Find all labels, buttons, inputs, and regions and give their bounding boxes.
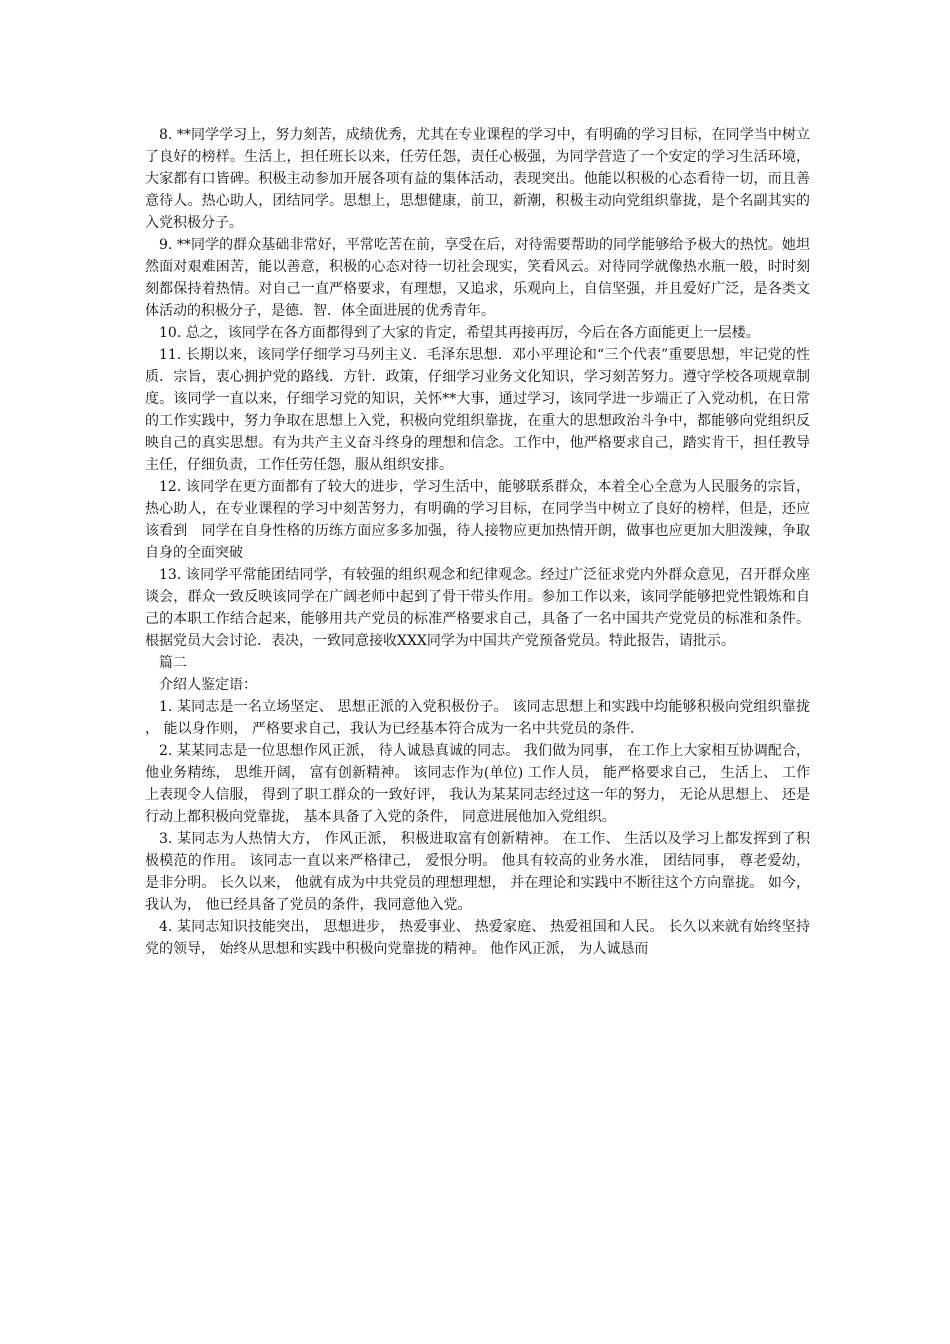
paragraph-11: 11. 长期以来，该同学仔细学习马列主义．毛泽东思想．邓小平理论和“三个代表”重要思想，牢记党的性质．宗旨，衷心拥护党的路线．方针．政策，仔细学习业务文化知识，学习刻苦努力。遵守学校各项规章制度。该同学一直以来，仔细学习党的知识，关怀**大事，通过学习，该同学进一步端正了入党动机，在日常的工作实践中，努力争取在思想上入党，积极向党组织靠拢，在重大的思想政治斗争中，都能够向党组织反映自己的真实思想。有为共产主义奋斗终身的理想和信念。工作中，他严格要求自己，踏实肯干，担任教导主任，仔细负责，工作任劳任怨，服从组织安排。	[145, 347, 810, 473]
document-page	[145, 124, 810, 960]
paragraph-9: 9. **同学的群众基础非常好，平常吃苦在前，享受在后，对待需要帮助的同学能够给予极大的热忱。她坦然面对艰难困苦，能以善意，积极的心态对待一切社会现实，笑看风云。对待同学就像热水瓶一般，时时刻刻都保持着热情。对自己一直严格要求，有理想，又追求，乐观向上，自信坚强，并且爱好广泛，是各类文体活动的积极分子，是德．智．体全面进展的优秀青年。	[145, 237, 810, 319]
section-subtitle: 介绍人鉴定语：	[159, 677, 257, 693]
paragraph-10: 10. 总之，该同学在各方面都得到了大家的肯定，希望其再接再厉，今后在各方面能更上一层楼。	[159, 325, 760, 341]
evaluation-2: 2. 某某同志是一位思想作风正派， 待人诚恳真诚的同志。 我们做为同事， 在工作上大家相互协调配合， 他业务精练， 思维开阔， 富有创新精神。 该同志作为(单位) 工作人员， 能严格要求自己， 生活上、 工作上表现令人信服， 得到了职工群众的一致好评， 我认为某某同志经过这一年的努力， 无论从思想上、 还是行动上都积极向党靠拢， 基本具备了入党的条件， 同意进展他加入党组织。	[145, 743, 810, 825]
paragraph-13: 13. 该同学平常能团结同学，有较强的组织观念和纪律观念。经过广泛征求党内外群众意见，召开群众座谈会，群众一致反映该同学在广阔老师中起到了骨干带头作用。参加工作以来，该同学能够把党性锻炼和自己的本职工作结合起来，能够用共产党员的标准严格要求自己，具备了一名中国共产党党员的标准和条件。根据党员大会讨论．表决，一致同意接收XXX同学为中国共产党预备党员。特此报告，请批示。	[145, 567, 810, 649]
evaluation-1: 1. 某同志是一名立场坚定、 思想正派的入党积极份子。 该同志思想上和实践中均能够积极向党组织靠拢， 能以身作则， 严格要求自己，我认为已经基本符合成为一名中共党员的条件.	[145, 699, 810, 737]
section-title: 篇二	[159, 655, 187, 671]
evaluation-4: 4. 某同志知识技能突出， 思想进步， 热爱事业、 热爱家庭、 热爱祖国和人民。 长久以来就有始终坚持党的领导， 始终从思想和实践中积极向党靠拢的精神。 他作风正派， 为人诚恳而	[145, 919, 810, 957]
paragraph-12: 12. 该同学在更方面都有了较大的进步，学习生活中，能够联系群众，本着全心全意为人民服务的宗旨，热心助人，在专业课程的学习中刻苦努力，有明确的学习目标，在同学当中树立了良好的榜样，但是，还应该看到 同学在自身性格的历练方面应多多加强，待人接物应更加热情开朗，做事也应更加大胆泼辣，争取自身的全面突破	[145, 479, 810, 561]
paragraph-8: 8. **同学学习上，努力刻苦，成绩优秀，尤其在专业课程的学习中，有明确的学习目标，在同学当中树立了良好的榜样。生活上，担任班长以来，任劳任怨，责任心极强，为同学营造了一个安定的学习生活环境，大家都有口皆碑。积极主动参加开展各项有益的集体活动，表现突出。他能以积极的心态看待一切，而且善意待人。热心助人，团结同学。思想上，思想健康，前卫，新潮，积极主动向党组织靠拢，是个名副其实的入党积极分子。	[145, 127, 810, 231]
evaluation-3: 3. 某同志为人热情大方， 作风正派， 积极进取富有创新精神。 在工作、 生活以及学习上都发挥到了积极模范的作用。 该同志一直以来严格律己， 爱恨分明。 他具有较高的业务水准， 团结同事， 尊老爱幼，是非分明。 长久以来， 他就有成为中共党员的理想理想， 并在理论和实践中不断往这个方向靠拢。 如今， 我认为， 他已经具备了党员的条件，我同意他入党。	[145, 831, 810, 913]
